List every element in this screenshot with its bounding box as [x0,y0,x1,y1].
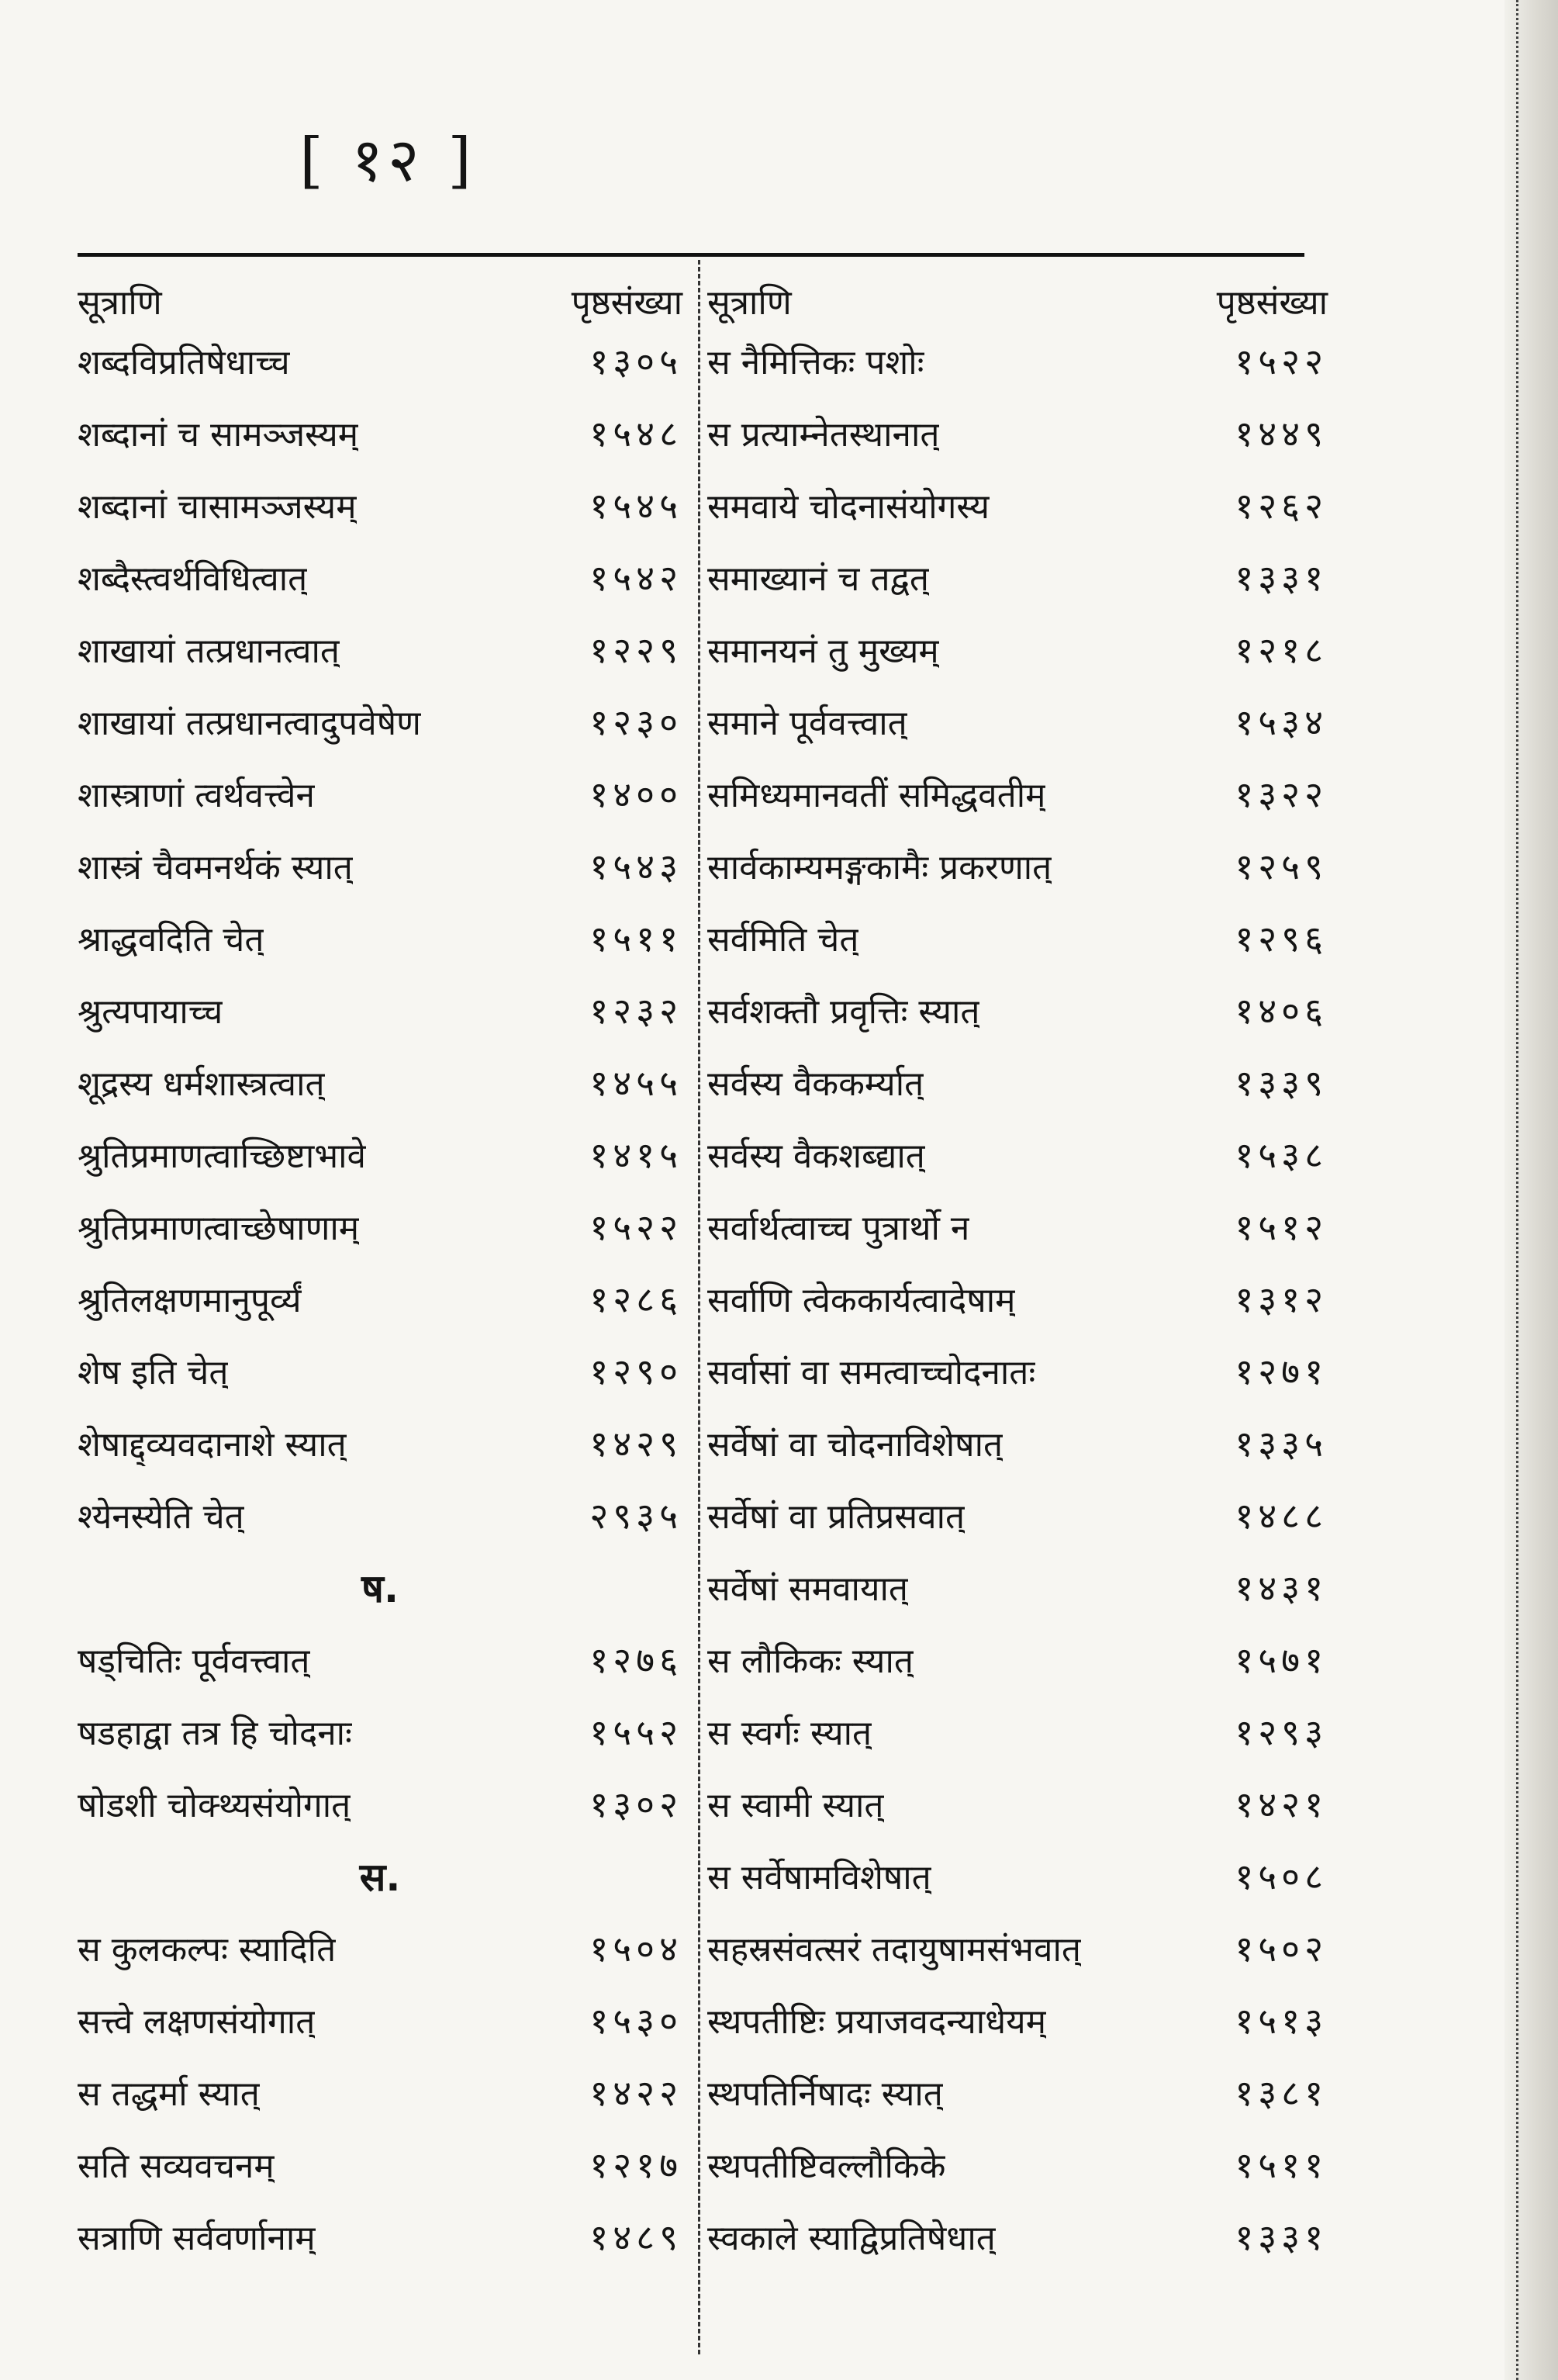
sutra-text: षोडशी चोक्थ्यसंयोगात् [78,1785,351,1825]
page-reference: १२६२ [1235,484,1328,527]
page-reference: १४२२ [589,2071,682,2114]
page-reference: १३३१ [1235,2216,1328,2258]
page-edge-line [1516,0,1521,2380]
page-reference: १४१५ [589,1133,682,1176]
index-entry [707,613,1328,685]
sutra-text: सर्वशक्तौ प्रवृत्तिः स्यात् [707,991,980,1032]
sutra-text: षडहाद्वा तत्र हि चोदनाः [78,1713,352,1753]
sutra-text: शब्दानां चासामञ्जस्यम् [78,486,357,527]
section-heading: स. [359,1854,401,1900]
page-count-heading: पृष्ठसंख्या [1216,283,1328,323]
page-reference: १३३९ [1235,1061,1328,1104]
index-entry [78,2128,682,2200]
sutra-text: स्वकाले स्याद्विप्रतिषेधात् [707,2218,996,2258]
index-entry [78,324,682,396]
page-reference: १४३१ [1235,1566,1328,1609]
page-reference: १५१३ [1235,1999,1328,2042]
page-reference: १५०८ [1235,1855,1328,1897]
sutra-text: स कुलकल्पः स्यादिति [78,1929,337,1970]
page-reference: १५७१ [1235,1638,1328,1681]
sutra-text: सर्वेषां वा प्रतिप्रसवात् [707,1496,966,1537]
page-reference: १२२९ [589,628,682,671]
page-reference: १२७६ [589,1638,682,1681]
index-entry [78,613,682,685]
page-reference: १३८१ [1235,2071,1328,2114]
page-reference: १५३४ [1235,701,1328,743]
sutra-text: शेष इति चेत् [78,1352,229,1392]
sutra-text: शब्दानां च सामञ्जस्यम् [78,414,359,455]
index-entry [78,974,682,1046]
sutra-text: श्रुतिलक्षणमानुपूर्व्यं [78,1280,302,1320]
index-entry [707,1839,1328,1911]
sutra-index-list [78,324,682,2272]
page-reference: १४५५ [589,1061,682,1104]
page-reference: २९३५ [589,1494,682,1537]
index-entry [78,1623,682,1695]
index-entry [707,1911,1328,1984]
page-reference: १५११ [589,917,682,960]
page-reference: १५४८ [589,412,682,455]
page-reference: १४८९ [589,2216,682,2258]
page-reference: १५०२ [1235,1927,1328,1970]
index-entry [707,1767,1328,1839]
sutra-text: शाखायां तत्प्रधानत्वादुपवेषेण [78,703,421,743]
sutra-text: सर्वमिति चेत् [707,919,859,960]
page-reference: १३०५ [589,340,682,382]
index-entry [707,2056,1328,2128]
index-entry [707,469,1328,541]
index-entry [78,1406,682,1479]
sutra-text: समानयनं तु मुख्यम् [707,631,939,671]
sutra-text: श्रुतिप्रमाणत्वाच्छिष्टाभावे [78,1136,367,1176]
index-entry [707,396,1328,469]
page-reference: १५१२ [1235,1206,1328,1248]
page-reference: १४२१ [1235,1783,1328,1825]
section-heading: ष. [361,1565,399,1611]
sutra-text: स प्रत्याम्नेतस्थानात् [707,414,940,455]
sutra-text: सर्वेषां वा चोदनाविशेषात् [707,1424,1004,1465]
index-entry [78,2056,682,2128]
page-reference: १५४२ [589,556,682,599]
sutra-text: शब्दैस्त्वर्थविधित्वात् [78,559,308,599]
sutra-text: स्थपतीष्टिवल्लौकिके [707,2146,946,2186]
page-reference: १५११ [1235,2143,1328,2186]
page-reference: १२१८ [1235,628,1328,671]
index-entry [78,1190,682,1262]
index-entry [707,1406,1328,1479]
right-column [707,261,1328,2272]
page-reference: १२९६ [1235,917,1328,960]
index-entry [707,1984,1328,2056]
sutra-text: सति सव्यवचनम् [78,2146,275,2186]
page-reference: १२८६ [589,1278,682,1320]
sutra-text: स लौकिकः स्यात् [707,1641,914,1681]
index-entry [78,396,682,469]
index-entry [78,685,682,757]
sutra-text: सर्वेषां समवायात् [707,1569,908,1609]
page-reference: १२५९ [1235,845,1328,887]
sutra-text: सर्वासां वा समत्वाच्चोदनातः [707,1352,1036,1392]
index-entry [707,1262,1328,1334]
sutra-text: स तद्धर्मा स्यात् [78,2074,260,2114]
sutra-text: सत्राणि सर्ववर्णानाम् [78,2218,316,2258]
index-entry [707,1623,1328,1695]
index-entry [78,901,682,974]
page-reference: १५४५ [589,484,682,527]
sutra-text: समाख्यानं च तद्वत् [707,559,929,599]
sutra-text: श्रुत्यपायाच्च [78,991,223,1032]
index-entry [707,1190,1328,1262]
sutra-text: स्थपतीष्टिः प्रयाजवदन्याधेयम् [707,2001,1047,2042]
sutra-text: शास्त्रं चैवमनर्थकं स्यात् [78,847,353,887]
page-reference: १३२२ [1235,773,1328,815]
sutra-index-list [707,324,1328,2272]
sutra-text: शब्दविप्रतिषेधाच्च [78,342,290,382]
page-reference: १२३२ [589,989,682,1032]
page-count-heading: पृष्ठसंख्या [571,283,682,323]
index-entry [707,974,1328,1046]
index-entry [707,829,1328,901]
page-reference: १२७१ [1235,1350,1328,1392]
index-entry [707,1551,1328,1623]
sutra-text: सर्वस्य वैककर्म्यात् [707,1064,924,1104]
sutra-text: समवाये चोदनासंयोगस्य [707,486,990,527]
page-reference: १३०२ [589,1783,682,1825]
page-reference: १४८८ [1235,1494,1328,1537]
page-reference: १५२२ [1235,340,1328,382]
page-reference: १२३० [589,701,682,743]
page-reference: १४२९ [589,1422,682,1465]
index-entry [78,757,682,829]
index-entry [78,1911,682,1984]
sutra-text: स सर्वेषामविशेषात् [707,1857,931,1897]
page-reference: १५३८ [1235,1133,1328,1176]
index-entry [707,1046,1328,1118]
index-entry [707,1695,1328,1767]
index-entry [78,541,682,613]
index-entry [707,2200,1328,2272]
sutra-text: शास्त्राणां त्वर्थवत्त्वेन [78,775,315,815]
index-entry [707,324,1328,396]
index-entry [707,1118,1328,1190]
sutra-text: शूद्रस्य धर्मशास्त्रत्वात् [78,1064,325,1104]
sutra-text: श्येनस्येति चेत् [78,1496,244,1537]
page-reference: १३३५ [1235,1422,1328,1465]
page-number: [ १२ ] [299,126,476,195]
sutra-text: शेषाद्द्व्यवदानाशे स्यात् [78,1424,347,1465]
sutra-text: स स्वामी स्यात् [707,1785,884,1825]
page-reference: १५०४ [589,1927,682,1970]
page-reference: १४४९ [1235,412,1328,455]
sutras-heading: सूत्राणि [707,283,792,323]
page-reference: १२९३ [1235,1711,1328,1753]
index-entry [707,541,1328,613]
index-entry [78,2200,682,2272]
index-entry [78,1767,682,1839]
sutra-text: समिध्यमानवतीं समिद्धवतीम् [707,775,1046,815]
index-entry [707,2128,1328,2200]
column-header [707,261,1328,324]
index-entry [78,1479,682,1551]
column-header [78,261,682,324]
index-entry [78,1046,682,1118]
index-entry [707,1479,1328,1551]
header-rule [78,253,1304,257]
sutras-heading: सूत्राणि [78,283,162,323]
page-reference: १५५२ [589,1711,682,1753]
index-entry [78,1695,682,1767]
page-reference: १३१२ [1235,1278,1328,1320]
index-entry [707,685,1328,757]
sutra-text: सर्वस्य वैकशब्द्यात् [707,1136,925,1176]
page-reference: १५२२ [589,1206,682,1248]
sutra-text: सर्वाणि त्वेककार्यत्वादेषाम् [707,1280,1016,1320]
sutra-text: सत्त्वे लक्षणसंयोगात् [78,2001,316,2042]
index-entry [78,1984,682,2056]
index-entry [707,1334,1328,1406]
sutra-text: श्राद्धवदिति चेत् [78,919,264,960]
column-divider [698,260,702,2354]
sutra-text: स स्वर्गः स्यात् [707,1713,872,1753]
index-entry [78,469,682,541]
sutra-text: शाखायां तत्प्रधानत्वात् [78,631,340,671]
page-reference: १२९० [589,1350,682,1392]
page-edge-shadow [1504,0,1558,2380]
index-entry [78,1118,682,1190]
left-column [78,261,682,2272]
sutra-text: षड्चितिः पूर्ववत्त्वात् [78,1641,310,1681]
page-reference: १२१७ [589,2143,682,2186]
sutra-text: श्रुतिप्रमाणत्वाच्छेषाणाम् [78,1208,360,1248]
sutra-text: सहस्रसंवत्सरं तदायुषामसंभवात् [707,1929,1081,1970]
index-entry [78,1262,682,1334]
index-entry [78,829,682,901]
sutra-text: स नैमित्तिकः पशोः [707,342,924,382]
page-reference: १५४३ [589,845,682,887]
page-reference: १४०६ [1235,989,1328,1032]
index-entry [707,901,1328,974]
sutra-text: स्थपतिर्निषादः स्यात् [707,2074,943,2114]
page-reference: १३३१ [1235,556,1328,599]
page-reference: १५३० [589,1999,682,2042]
index-entry [78,1334,682,1406]
index-entry [707,757,1328,829]
sutra-text: समाने पूर्ववत्त्वात् [707,703,907,743]
page-reference: १४०० [589,773,682,815]
sutra-text: सर्वार्थत्वाच्च पुत्रार्थो न [707,1208,970,1248]
sutra-text: सार्वकाम्यमङ्गकामैः प्रकरणात् [707,847,1052,887]
